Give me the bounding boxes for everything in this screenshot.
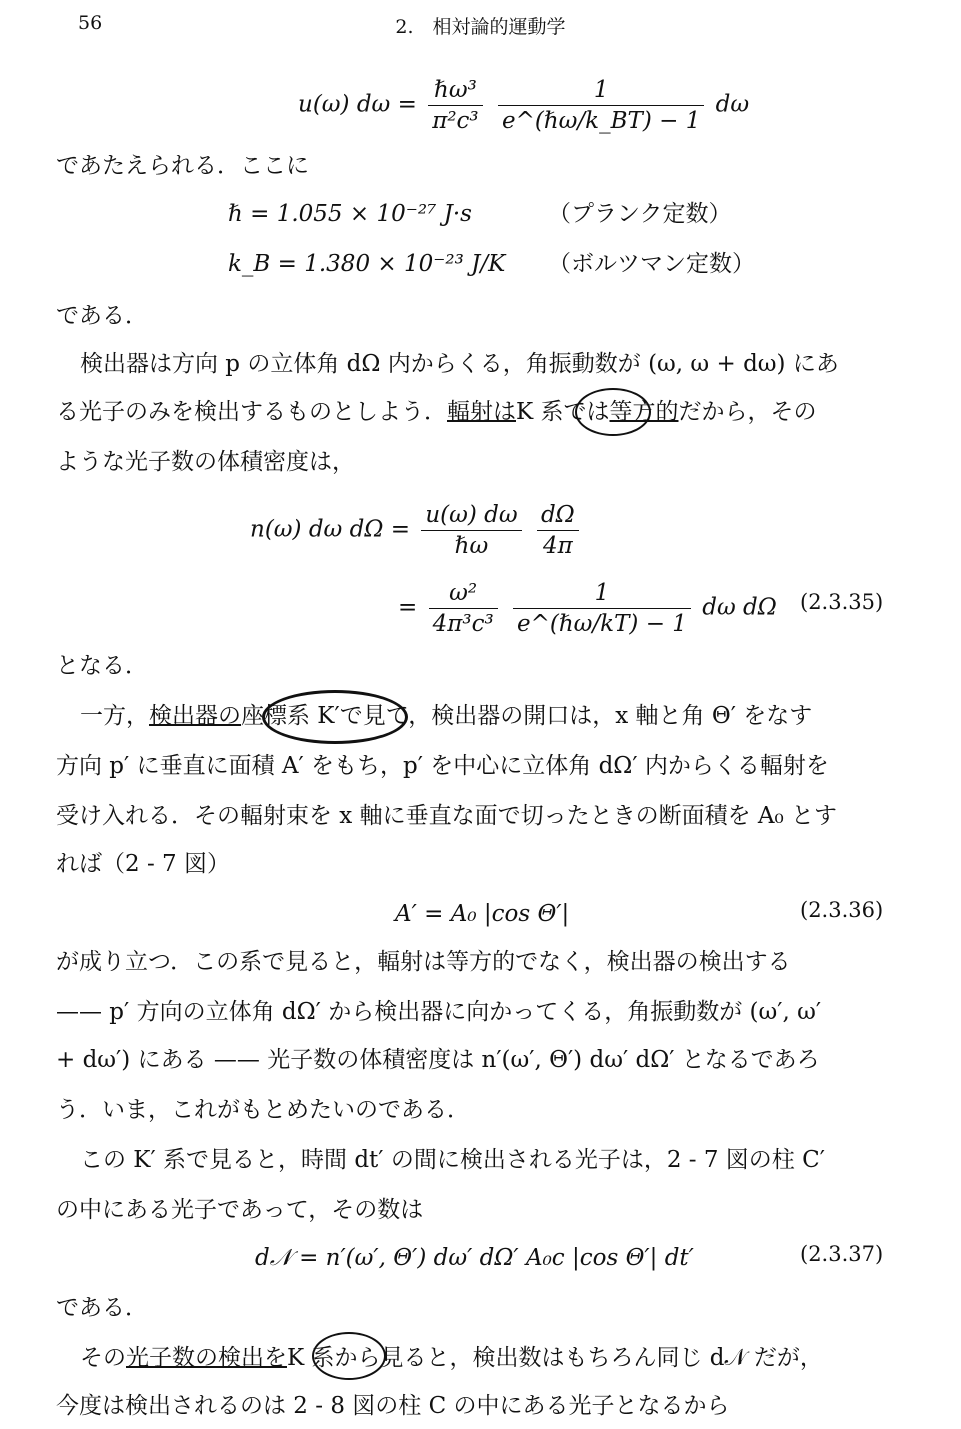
eq-planck-tail: dω bbox=[715, 91, 750, 118]
text-segment: る光子のみを検出するものとしよう． bbox=[56, 399, 447, 425]
constant-hbar bbox=[228, 198, 472, 230]
paragraph-line: である． bbox=[56, 303, 148, 329]
equation-number: (2.3.35) bbox=[800, 590, 884, 614]
eq-planck-frac2 bbox=[498, 75, 704, 136]
frac-denominator: 4π bbox=[542, 533, 573, 559]
paragraph-line: ような光子数の体積密度は， bbox=[56, 449, 355, 475]
eq-n1-frac2 bbox=[537, 500, 579, 561]
paragraph-line: —— p′ 方向の立体角 dΩ′ から検出器に向かってくる，角振動数が (ω′, ω′ bbox=[56, 999, 822, 1025]
paragraph-line: + dω′) にある —— 光子数の体積密度は n′(ω′, Θ′) dω′ dΩ′ となるであろ bbox=[56, 1047, 820, 1073]
equation-n-line1 bbox=[250, 500, 583, 561]
paragraph-line: れば（2 - 7 図） bbox=[56, 851, 230, 877]
frac-denominator: 4π³c³ bbox=[432, 611, 494, 637]
paragraph-line: 受け入れる．その輻射束を x 軸に垂直な面で切ったときの断面積を A₀ とす bbox=[56, 803, 838, 829]
constant-expression: ℏ = 1.055 × 10⁻²⁷ J·s bbox=[228, 201, 472, 227]
frac-numerator: u(ω) dω bbox=[421, 500, 521, 531]
underlined-text: 検出器の bbox=[149, 703, 241, 729]
paragraph-line: 検出器は方向 p の立体角 dΩ 内からくる，角振動数が (ω, ω + dω) にあ bbox=[80, 351, 839, 377]
eq-planck-frac1 bbox=[428, 75, 482, 136]
paragraph-line: となる． bbox=[56, 653, 148, 679]
underlined-text: 等方的 bbox=[609, 399, 679, 425]
paragraph-line: が成り立つ．この系で見ると，輻射は等方的でなく，検出器の検出する bbox=[56, 949, 791, 975]
frac-numerator: dΩ bbox=[537, 500, 579, 531]
eq-planck-lhs: u(ω) dω = bbox=[298, 91, 417, 118]
page-number: 56 bbox=[78, 12, 103, 34]
circled-text: K 系 bbox=[287, 1345, 335, 1371]
paragraph-line: この K′ 系で見ると，時間 dt′ の間に検出される光子は，2 - 7 図の柱 C′ bbox=[80, 1147, 825, 1173]
eq-n-lhs: n(ω) dω dΩ = bbox=[250, 516, 410, 543]
paragraph-line: である． bbox=[56, 1295, 148, 1321]
handwritten-circle-mark bbox=[312, 1332, 386, 1380]
eq-n2-frac1 bbox=[429, 578, 498, 639]
frac-denominator: e^(ℏω/kT) − 1 bbox=[516, 611, 687, 637]
equation-planck bbox=[298, 75, 749, 136]
paragraph-line-annotated bbox=[56, 396, 926, 428]
text-segment: で見て，検出器の開口は，x 軸と角 Θ′ をなす bbox=[339, 703, 813, 729]
text-segment: 一方， bbox=[80, 703, 149, 729]
underlined-text: 輻射は bbox=[447, 399, 516, 425]
paragraph-line: う．いま，これがもとめたいのである． bbox=[56, 1097, 470, 1123]
eq-n1-frac1 bbox=[421, 500, 521, 561]
frac-numerator: 1 bbox=[498, 75, 704, 106]
paragraph-line-annotated bbox=[80, 700, 950, 732]
frac-denominator: π²c³ bbox=[432, 108, 479, 134]
paragraph-line: の中にある光子であって，その数は bbox=[56, 1197, 424, 1223]
equation-area: A′ = A₀ |cos Θ′| bbox=[395, 901, 570, 927]
eq-n2-frac2 bbox=[513, 578, 691, 639]
equation-count: d𝒩 = n′(ω′, Θ′) dω′ dΩ′ A₀c |cos Θ′| dt′ bbox=[255, 1245, 694, 1271]
frac-denominator: ℏω bbox=[454, 533, 489, 559]
chapter-title: 2. 相対論的運動学 bbox=[395, 16, 566, 38]
circled-text: 座標系 K′ bbox=[241, 703, 340, 729]
frac-numerator: 1 bbox=[513, 578, 691, 609]
page-header bbox=[0, 12, 961, 42]
handwritten-circle-mark bbox=[575, 388, 651, 436]
eq-equals: = bbox=[398, 594, 418, 621]
circled-text: K 系 bbox=[516, 399, 564, 425]
frac-denominator: e^(ℏω/k_BT) − 1 bbox=[501, 108, 701, 134]
constant-kb bbox=[228, 248, 505, 280]
eq-tail: dω dΩ bbox=[702, 594, 777, 621]
text-segment: では bbox=[563, 399, 610, 425]
paragraph-line-annotated bbox=[80, 1342, 950, 1374]
handwritten-circle-mark bbox=[262, 690, 408, 744]
paragraph-line: 今度は検出されるのは 2 - 8 図の柱 C の中にある光子となるから bbox=[56, 1393, 730, 1419]
equation-number: (2.3.36) bbox=[800, 898, 884, 922]
underlined-text: 検出を bbox=[218, 1345, 287, 1371]
paragraph-line: 方向 p′ に垂直に面積 A′ をもち，p′ を中心に立体角 dΩ′ 内からくる輻射を bbox=[56, 753, 829, 779]
paragraph-line: であたえられる．ここに bbox=[56, 153, 309, 179]
constant-kb-name: （ボルツマン定数） bbox=[548, 251, 755, 277]
text-segment: から見ると，検出数はもちろん同じ d𝒩 だが， bbox=[334, 1345, 823, 1371]
underlined-text: 光子数の bbox=[126, 1345, 218, 1371]
frac-numerator: ℏω³ bbox=[428, 75, 482, 106]
text-segment: その bbox=[80, 1345, 126, 1371]
constant-hbar-name: （プランク定数） bbox=[548, 201, 732, 227]
equation-number: (2.3.37) bbox=[800, 1242, 884, 1266]
equation-n-line2 bbox=[398, 578, 777, 639]
constant-expression: k_B = 1.380 × 10⁻²³ J/K bbox=[228, 251, 506, 277]
text-segment: だから，その bbox=[678, 399, 817, 425]
frac-numerator: ω² bbox=[429, 578, 498, 609]
